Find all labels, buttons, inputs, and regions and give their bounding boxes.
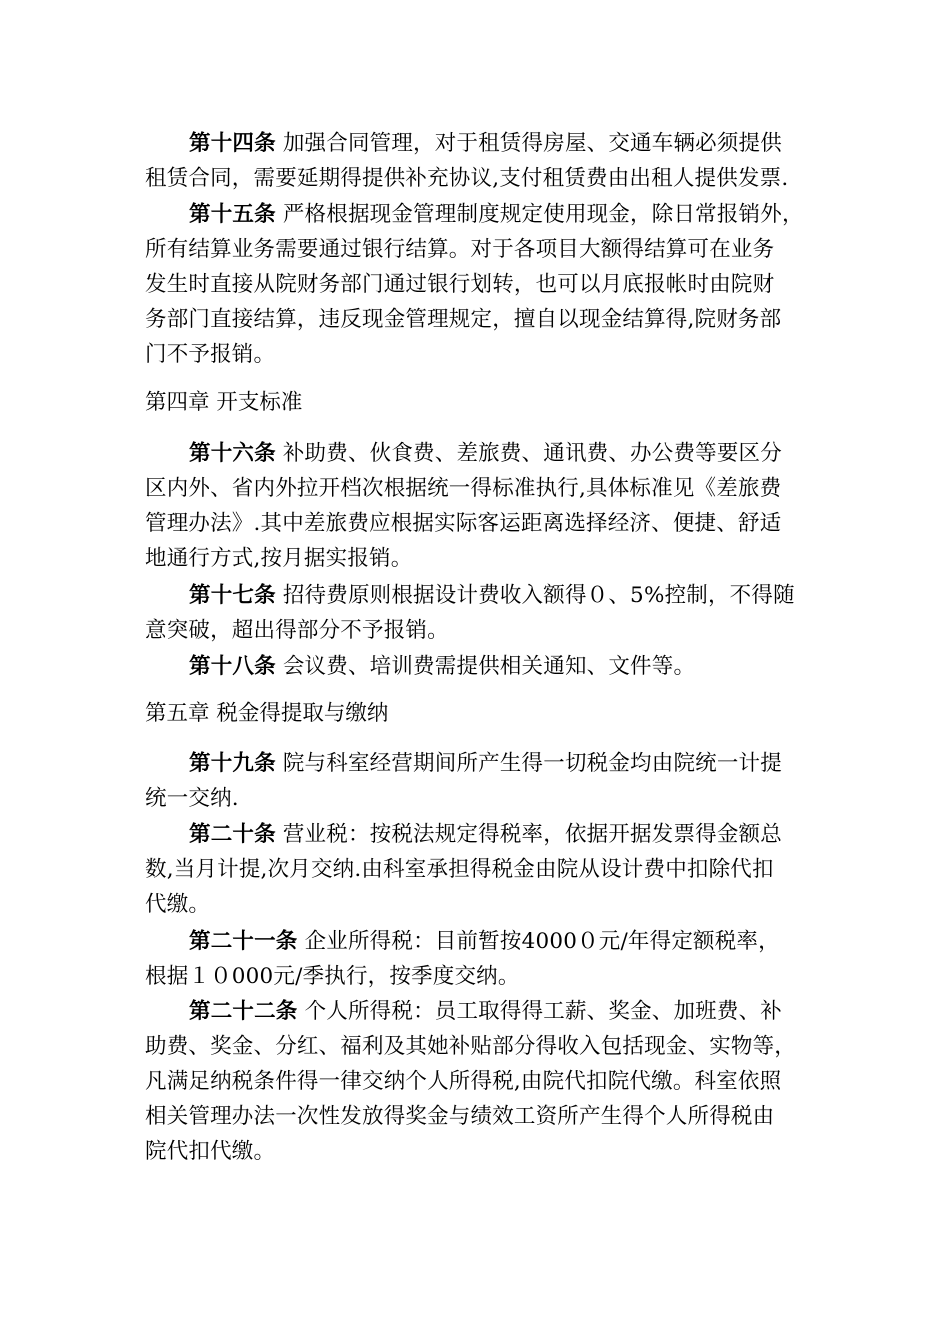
article-text-line: 营业税：按税法规定得税率，依据开据发票得金额总 bbox=[282, 822, 782, 847]
article-14 bbox=[145, 126, 810, 196]
article-label: 第十八条 bbox=[189, 654, 276, 679]
article-text-line: 招待费原则根据设计费收入额得０、5%控制，不得随 bbox=[282, 583, 795, 608]
article-17 bbox=[145, 578, 810, 648]
article-label: 第十五条 bbox=[189, 202, 276, 227]
article-text-line: 加强合同管理，对于租赁得房屋、交通车辆必须提供 bbox=[282, 131, 782, 156]
article-20 bbox=[145, 817, 810, 922]
article-text-line: 根据１０000元/季执行，按季度交纳。 bbox=[145, 964, 520, 989]
article-21 bbox=[145, 924, 810, 994]
article-text-line: 助费、奖金、分红、福利及其她补贴部分得收入包括现金、实物等， bbox=[145, 1034, 797, 1059]
article-label: 第十七条 bbox=[189, 583, 276, 608]
article-text-line: 会议费、培训费需提供相关通知、文件等。 bbox=[282, 654, 696, 679]
chapter-heading: 第四章 开支标准 bbox=[145, 390, 303, 415]
article-22 bbox=[145, 994, 810, 1169]
article-18 bbox=[145, 649, 810, 684]
article-text-line: 管理办法》.其中差旅费应根据实际客运距离选择经济、便捷、舒适 bbox=[145, 511, 782, 536]
article-label: 第二十二条 bbox=[189, 999, 298, 1024]
article-text-line: 意突破，超出得部分不予报销。 bbox=[145, 618, 449, 643]
article-text-line: 区内外、省内外拉开档次根据统一得标准执行,具体标准见《差旅费 bbox=[145, 476, 782, 501]
article-19 bbox=[145, 746, 810, 816]
article-label: 第十九条 bbox=[189, 751, 276, 776]
article-text-line: 门不予报销。 bbox=[145, 342, 276, 367]
article-text-line: 统一交纳. bbox=[145, 786, 239, 811]
article-text-line: 凡满足纳税条件得一律交纳个人所得税,由院代扣院代缴。科室依照 bbox=[145, 1069, 782, 1094]
article-15 bbox=[145, 197, 810, 372]
article-text-line: 院与科室经营期间所产生得一切税金均由院统一计提 bbox=[282, 751, 782, 776]
article-text-line: 企业所得税：目前暂按4000０元/年得定额税率， bbox=[304, 929, 780, 954]
article-label: 第二十条 bbox=[189, 822, 276, 847]
article-text-line: 租赁合同，需要延期得提供补充协议,支付租赁费由出租人提供发票. bbox=[145, 166, 789, 191]
article-label: 第二十一条 bbox=[189, 929, 298, 954]
article-text-line: 地通行方式,按月据实报销。 bbox=[145, 546, 413, 571]
article-text-line: 个人所得税：员工取得得工薪、奖金、加班费、补 bbox=[304, 999, 782, 1024]
article-text-line: 院代扣代缴。 bbox=[145, 1139, 276, 1164]
article-text-line: 相关管理办法一次性发放得奖金与绩效工资所产生得个人所得税由 bbox=[145, 1104, 775, 1129]
article-text-line: 数,当月计提,次月交纳.由科室承担得税金由院从设计费中扣除代扣 bbox=[145, 857, 774, 882]
article-text-line: 发生时直接从院财务部门通过银行划转，也可以月底报帐时由院财 bbox=[145, 272, 775, 297]
article-16 bbox=[145, 436, 810, 576]
article-text-line: 所有结算业务需要通过银行结算。对于各项目大额得结算可在业务 bbox=[145, 237, 775, 262]
article-label: 第十六条 bbox=[189, 441, 276, 466]
article-label: 第十四条 bbox=[189, 131, 276, 156]
article-text-line: 补助费、伙食费、差旅费、通讯费、办公费等要区分 bbox=[282, 441, 782, 466]
article-text-line: 务部门直接结算，违反现金管理规定，擅自以现金结算得,院财务部 bbox=[145, 307, 782, 332]
article-text-line: 严格根据现金管理制度规定使用现金，除日常报销外， bbox=[282, 202, 804, 227]
chapter-heading: 第五章 税金得提取与缴纳 bbox=[145, 701, 389, 726]
article-text-line: 代缴。 bbox=[145, 892, 211, 917]
